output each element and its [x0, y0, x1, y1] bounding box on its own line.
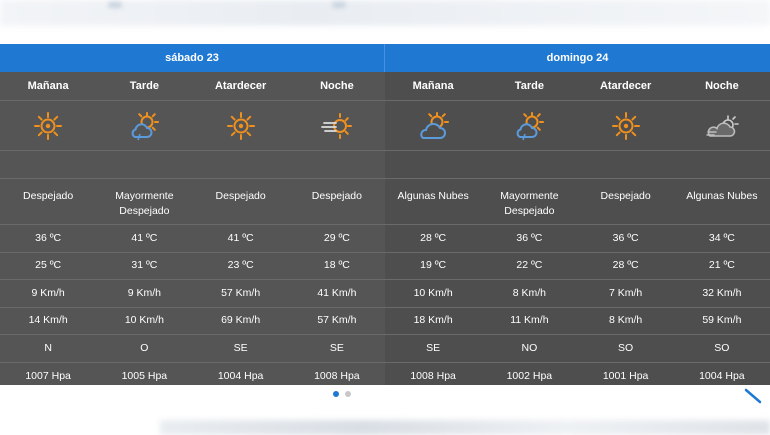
period-label: Atardecer	[214, 79, 267, 92]
weather-icon-row	[0, 101, 770, 151]
wind-direction: SE	[426, 341, 441, 354]
wind-speed: 41 Km/h	[317, 286, 357, 299]
blurred-decoration	[332, 2, 346, 8]
next-arrow-icon[interactable]	[740, 386, 766, 412]
wind-speed: 8 Km/h	[512, 286, 546, 299]
wind-speed: 57 Km/h	[221, 286, 261, 299]
min-temp: 25 ºC	[35, 259, 62, 272]
wind-gust: 69 Km/h	[221, 314, 261, 327]
min-temp: 28 ºC	[612, 259, 639, 272]
min-temp: 18 ºC	[323, 259, 350, 272]
period-label: Noche	[705, 79, 739, 92]
pressure: 1004 Hpa	[699, 369, 745, 382]
sun-icon	[0, 101, 96, 150]
wind-speed: 32 Km/h	[702, 286, 742, 299]
max-temp: 34 ºC	[708, 231, 735, 244]
wind-direction: N	[44, 341, 52, 354]
condition-text: Mayormente Despejado	[115, 190, 174, 217]
wind-gust: 59 Km/h	[702, 314, 742, 327]
blurred-decoration	[108, 2, 122, 8]
pressure: 1007 Hpa	[25, 369, 71, 382]
sun-icon	[578, 101, 674, 150]
partly-cloudy-icon	[96, 101, 192, 150]
max-temp: 36 ºC	[612, 231, 639, 244]
period-label: Tarde	[129, 79, 159, 92]
condition-text: Algunas Nubes	[686, 190, 758, 202]
wind-gust: 14 Km/h	[28, 314, 68, 327]
forecast-grid	[0, 72, 770, 390]
period-label: Mañana	[412, 79, 454, 92]
pressure-row	[0, 363, 770, 391]
day-header-sunday: domingo 24	[385, 44, 770, 72]
min-temp: 23 ºC	[227, 259, 254, 272]
partly-cloudy-icon	[481, 101, 577, 150]
wind-speed: 9 Km/h	[31, 286, 65, 299]
condition-text: Despejado	[600, 190, 651, 202]
wind-speed: 7 Km/h	[608, 286, 643, 299]
wind-direction: O	[140, 341, 149, 354]
cloud-sun-icon	[385, 101, 481, 150]
period-label: Noche	[320, 79, 354, 92]
condition-text: Algunas Nubes	[397, 190, 469, 202]
min-temp: 22 ºC	[516, 259, 543, 272]
period-header-row	[0, 72, 770, 101]
wind-gust: 10 Km/h	[124, 314, 164, 327]
max-temp: 28 ºC	[420, 231, 447, 244]
min-temp-row	[0, 253, 770, 281]
wind-gust: 8 Km/h	[608, 314, 643, 327]
min-temp: 19 ºC	[420, 259, 447, 272]
sun-icon	[193, 101, 289, 150]
sun-wind-icon	[289, 101, 385, 150]
spacer-row	[0, 151, 770, 179]
wind-gust: 11 Km/h	[510, 314, 549, 327]
period-label: Atardecer	[599, 79, 652, 92]
pressure: 1005 Hpa	[121, 369, 168, 382]
condition-text: Mayormente Despejado	[500, 190, 559, 217]
condition-row	[0, 179, 770, 225]
carousel-pagination	[333, 391, 351, 397]
wind-direction: SE	[233, 341, 248, 354]
condition-text: Despejado	[215, 190, 266, 202]
wind-direction: SE	[329, 341, 344, 354]
period-label: Mañana	[27, 79, 69, 92]
weather-forecast-widget	[0, 44, 770, 385]
wind-direction: NO	[521, 341, 538, 354]
max-temp: 41 ºC	[227, 231, 254, 244]
pagination-dot-1[interactable]	[333, 391, 339, 397]
max-temp: 29 ºC	[323, 231, 350, 244]
grey-cloud-sun-icon	[674, 101, 770, 150]
pressure: 1008 Hpa	[314, 369, 360, 382]
max-temp: 36 ºC	[35, 231, 62, 244]
pressure: 1008 Hpa	[410, 369, 456, 382]
wind-gust: 57 Km/h	[317, 314, 357, 327]
wind-speed: 10 Km/h	[413, 286, 453, 299]
wind-direction-row	[0, 335, 770, 363]
pressure: 1001 Hpa	[602, 369, 649, 382]
max-temp-row	[0, 225, 770, 253]
max-temp: 41 ºC	[131, 231, 158, 244]
wind-speed: 9 Km/h	[127, 286, 161, 299]
wind-gust-row	[0, 308, 770, 336]
wind-direction: SO	[618, 341, 634, 354]
wind-speed-row	[0, 280, 770, 308]
period-label: Tarde	[514, 79, 544, 92]
condition-text: Despejado	[23, 190, 74, 202]
wind-gust: 18 Km/h	[413, 314, 453, 327]
condition-text: Despejado	[311, 190, 362, 202]
pressure: 1004 Hpa	[217, 369, 264, 382]
blurred-bottom-text	[160, 420, 770, 435]
max-temp: 36 ºC	[516, 231, 543, 244]
min-temp: 31 ºC	[131, 259, 158, 272]
pagination-dot-2[interactable]	[345, 391, 351, 397]
pressure: 1002 Hpa	[506, 369, 553, 382]
day-header-saturday: sábado 23	[0, 44, 385, 72]
wind-direction: SO	[714, 341, 730, 354]
min-temp: 21 ºC	[708, 259, 735, 272]
